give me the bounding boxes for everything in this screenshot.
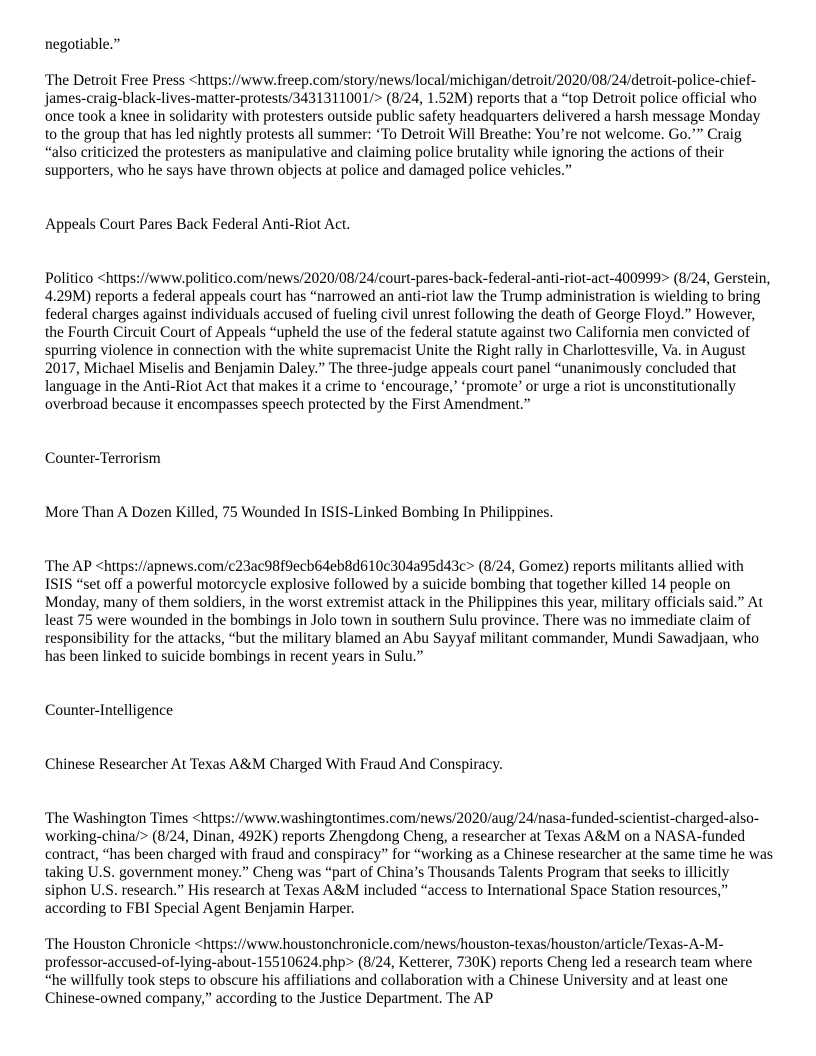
article-paragraph-houston-chronicle: The Houston Chronicle <https://www.houstonchronicle.com/news/houston-texas/houston/article/Texas-A-M-professor-accused-of-lying-about-15510624.php> (8/24, Ketterer, 730K) reports Cheng led a research team where “he willfully took steps to obscure his affiliations and collaboration with a Chinese University and at least one Chinese-owned company,” according to the Justice Department. The AP xyxy=(45,936,753,1007)
headline-isis-bombing: More Than A Dozen Killed, 75 Wounded In ISIS-Linked Bombing In Philippines. xyxy=(45,504,554,521)
article-paragraph-politico: Politico <https://www.politico.com/news/2020/08/24/court-pares-back-federal-anti-riot-act-400999> (8/24, Gerstein, 4.29M) reports a federal appeals court has “narrowed an anti-riot law the Trump administration is wielding to bring federal charges against individuals accused of fueling civil unrest following the death of George Floyd.” However, the Fourth Circuit Court of Appeals “upheld the use of the federal statute against two California men convicted of spurring violence in connection with the white supremacist Unite the Right rally in Charlottesville, Va. in August 2017, Michael Miselis and Benjamin Daley.” The three-judge appeals court panel “unanimously concluded that language in the Anti-Riot Act that makes it a crime to ‘encourage,’ ‘promote’ or urge a riot is unconstitutionally overbroad because it encompasses speech protected by the First Amendment.” xyxy=(45,270,771,413)
headline-appeals-court: Appeals Court Pares Back Federal Anti-Riot Act. xyxy=(45,216,351,233)
article-paragraph-ap: The AP <https://apnews.com/c23ac98f9ecb64eb8d610c304a95d43c> (8/24, Gomez) reports militants allied with ISIS “set off a powerful motorcycle explosive followed by a suicide bombing that together killed 14 people on Monday, many of them soldiers, in the worst extremist attack in the Philippines this year, military officials said.” At least 75 were wounded in the bombings in Jolo town in southern Sulu province. There was no immediate claim of responsibility for the attacks, “but the military blamed an Abu Sayyaf militant commander, Mundi Sawadjaan, who has been linked to suicide bombings in recent years in Sulu.” xyxy=(45,558,763,665)
article-paragraph-detroit-free-press: The Detroit Free Press <https://www.freep.com/story/news/local/michigan/detroit/2020/08/24/detroit-police-chief-james-craig-black-lives-matter-protests/3431311001/> (8/24, 1.52M) reports that a “top Detroit police official who once took a knee in solidarity with protesters outside public safety headquarters delivered a harsh message Monday to the group that has led nightly protests all summer: ‘To Detroit Will Breathe: You’re not welcome. Go.’” Craig “also criticized the protesters as manipulative and claiming police brutality while ignoring the actions of their supporters, who he says have thrown objects at police and damaged police vehicles.” xyxy=(45,72,761,179)
section-heading-counter-intelligence: Counter-Intelligence xyxy=(45,702,173,719)
headline-texas-am-researcher: Chinese Researcher At Texas A&M Charged With Fraud And Conspiracy. xyxy=(45,756,503,773)
article-paragraph-washington-times: The Washington Times <https://www.washingtontimes.com/news/2020/aug/24/nasa-funded-scientist-charged-also-working-china/> (8/24, Dinan, 492K) reports Zhengdong Cheng, a researcher at Texas A&M on a NASA-funded contract, “has been charged with fraud and conspiracy” for “working as a Chinese researcher at the same time he was taking U.S. government money.” Cheng was “part of China’s Thousands Talents Program that seeks to illicitly siphon U.S. research.” His research at Texas A&M included “access to International Space Station resources,” according to FBI Special Agent Benjamin Harper. xyxy=(45,810,773,917)
continuation-text: negotiable.” xyxy=(45,36,121,53)
document-page xyxy=(45,36,773,1008)
section-heading-counter-terrorism: Counter-Terrorism xyxy=(45,450,161,467)
